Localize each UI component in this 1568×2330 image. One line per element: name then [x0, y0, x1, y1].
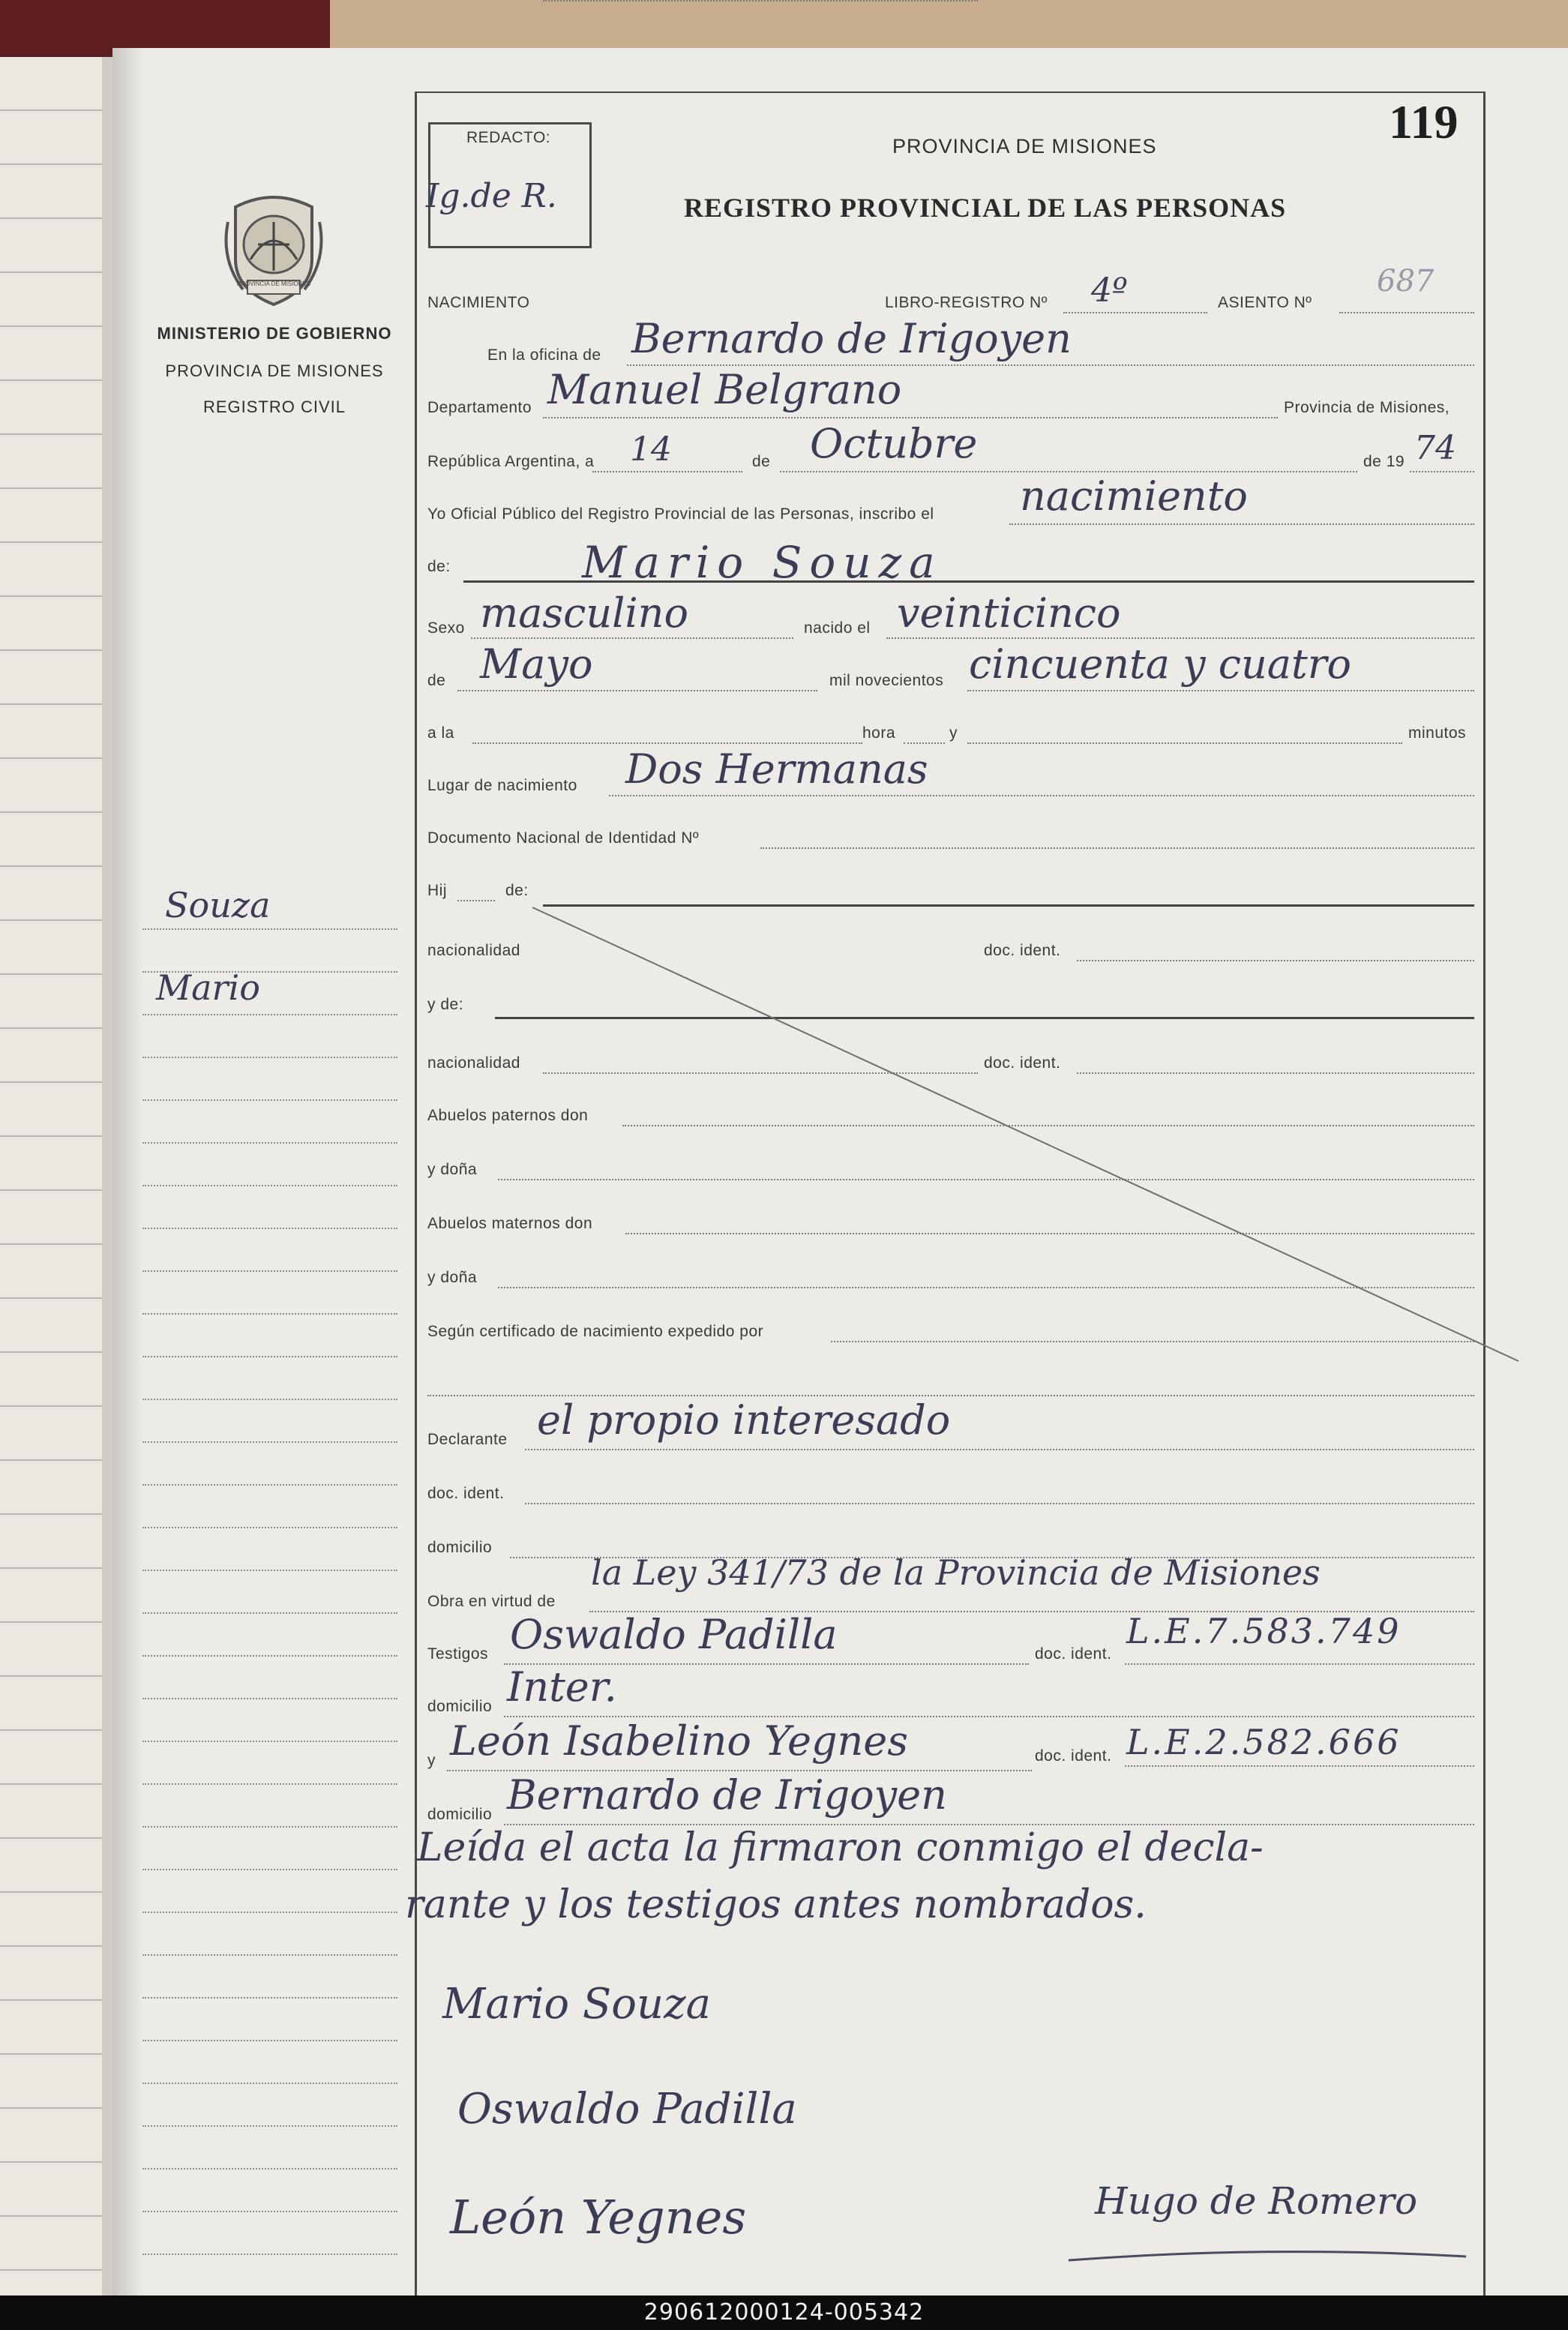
ministry-registry: REGISTRO CIVIL: [202, 397, 346, 416]
nacionalidad1-label: nacionalidad: [427, 942, 520, 959]
minutos-label: minutos: [1408, 724, 1467, 742]
testigo1-doc-value: L.E.7.583.749: [1126, 1611, 1402, 1651]
libro-value: 4º: [1091, 271, 1128, 310]
declarante-label: Declarante: [427, 1431, 508, 1448]
left-page-edge: [102, 57, 112, 2296]
asiento-label: ASIENTO Nº: [1218, 294, 1312, 311]
spine-shadow: [112, 48, 142, 2296]
republica-label: República Argentina, a: [427, 453, 595, 470]
signature-1: Mario Souza: [442, 1980, 711, 2029]
nacionalidad2-label: nacionalidad: [427, 1054, 520, 1072]
testigo2-doc-value: L.E.2.582.666: [1126, 1722, 1402, 1762]
lugar-value: Dos Hermanas: [625, 745, 928, 793]
oficina-value: Bernardo de Irigoyen: [631, 315, 1072, 362]
departamento-label: Departamento: [427, 399, 532, 416]
ydona2-label: y doña: [427, 1269, 478, 1286]
nombre-value: Mario Souza: [582, 537, 943, 588]
hora-label: hora: [862, 724, 896, 742]
cancellation-line: [525, 892, 1530, 1372]
lugar-label: Lugar de nacimiento: [427, 777, 577, 794]
closing-line-2: rante y los testigos antes nombrados.: [405, 1882, 1147, 1927]
birth-month-value: Mayo: [480, 640, 593, 688]
birth-year-value: cincuenta y cuatro: [969, 640, 1352, 688]
left-page: [0, 57, 112, 2296]
margin-given-name: Mario: [156, 967, 260, 1008]
ministry-province: PROVINCIA DE MISIONES: [165, 361, 384, 380]
month-value: Octubre: [810, 420, 978, 467]
seal-text: PROVINCIA DE MISIONES: [236, 280, 311, 287]
declarante-doc-label: doc. ident.: [427, 1485, 505, 1502]
ala-label: a la: [427, 724, 454, 742]
margin-surname: Souza: [165, 885, 271, 925]
domicilio3-value: Bernardo de Irigoyen: [507, 1771, 947, 1819]
coat-of-arms-icon: [220, 192, 327, 309]
libro-label: LIBRO-REGISTRO Nº: [885, 294, 1048, 311]
signature-2: Oswaldo Padilla: [457, 2085, 797, 2134]
signature-3: León Yegnes: [450, 2190, 747, 2245]
declarante-value: el propio interesado: [537, 1396, 951, 1444]
abuelos-paternos-label: Abuelos paternos don: [427, 1107, 589, 1124]
domicilio2-label: domicilio: [427, 1698, 493, 1715]
nacido-value: veinticinco: [897, 589, 1121, 637]
departamento-value: Manuel Belgrano: [547, 366, 902, 413]
book-cover-edge: [330, 0, 1568, 52]
abuelos-maternos-label: Abuelos maternos don: [427, 1215, 593, 1232]
y-label: y: [949, 724, 958, 742]
nacido-label: nacido el: [804, 619, 871, 637]
testigo1-doc-label: doc. ident.: [1035, 1645, 1112, 1663]
provincia-label: Provincia de Misiones,: [1284, 399, 1450, 416]
testigos-label: Testigos: [427, 1645, 489, 1663]
sexo-value: masculino: [480, 589, 688, 637]
footer-id: 290612000124-005342: [643, 2299, 925, 2326]
domicilio3-label: domicilio: [427, 1806, 493, 1823]
signature-4: Hugo de Romero: [1095, 2179, 1418, 2223]
mil-label: mil novecientos: [829, 672, 944, 689]
docident2-label: doc. ident.: [984, 1054, 1061, 1072]
oficina-label: En la oficina de: [487, 346, 601, 364]
ministry-title: MINISTERIO DE GOBIERNO: [157, 324, 392, 343]
sexo-label: Sexo: [427, 619, 465, 637]
obra-label: Obra en virtud de: [427, 1593, 556, 1610]
redacto-label: REDACTO:: [466, 129, 551, 146]
testigo2-value: León Isabelino Yegnes: [450, 1717, 908, 1765]
domicilio1-label: domicilio: [427, 1539, 493, 1556]
page-title: REGISTRO PROVINCIAL DE LAS PERSONAS: [684, 193, 1287, 223]
nacimiento-label: NACIMIENTO: [427, 294, 530, 311]
asiento-value: 687: [1377, 264, 1435, 298]
hij-de-label: de:: [505, 882, 529, 899]
signature-underline: [1065, 2238, 1470, 2268]
redacto-value: Ig.de R.: [426, 177, 557, 215]
year-value: 74: [1414, 429, 1456, 467]
hij-label: Hij: [427, 882, 447, 899]
de2-label: de: [427, 672, 446, 689]
testigo2-doc-label: doc. ident.: [1035, 1747, 1112, 1765]
nombre-label: de:: [427, 558, 451, 575]
day-value: 14: [630, 430, 672, 469]
oficial-value: nacimiento: [1020, 472, 1248, 520]
domicilio2-value: Inter.: [507, 1663, 617, 1711]
oficial-label: Yo Oficial Público del Registro Provincial de las Personas, inscribo el: [427, 505, 934, 523]
de-label: de: [752, 453, 771, 470]
docident1-label: doc. ident.: [984, 942, 1061, 959]
certificado-label: Según certificado de nacimiento expedido por: [427, 1323, 764, 1340]
page-number: 119: [1389, 95, 1459, 148]
year-prefix-label: de 19: [1363, 453, 1405, 470]
province-heading: PROVINCIA DE MISIONES: [892, 135, 1157, 157]
dni-label: Documento Nacional de Identidad Nº: [427, 829, 700, 847]
ydona1-label: y doña: [427, 1161, 478, 1178]
y-testigo-label: y: [427, 1752, 436, 1769]
obra-value: la Ley 341/73 de la Provincia de Misiones: [591, 1552, 1321, 1593]
testigo1-value: Oswaldo Padilla: [510, 1611, 838, 1658]
closing-line-1: Leída el acta la firmaron conmigo el decla-: [417, 1825, 1264, 1870]
yde-label: y de:: [427, 996, 464, 1013]
